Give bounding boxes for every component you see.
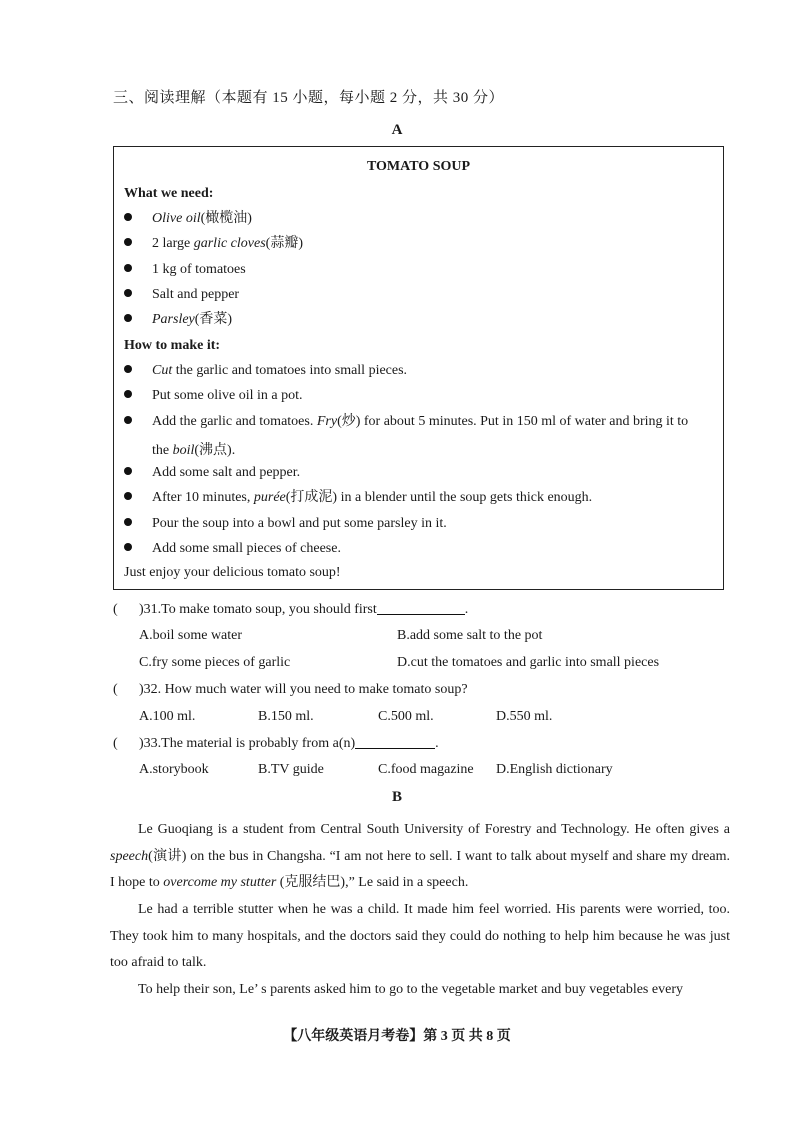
- option-b: B.add some salt to the pot: [397, 628, 543, 643]
- ingredient-item: 1 kg of tomatoes: [124, 257, 246, 282]
- ingredient-item: Olive oil(橄榄油): [124, 206, 252, 231]
- question-31: ( )31.To make tomato soup, you should first .: [113, 602, 469, 617]
- bullet-icon: [124, 238, 132, 246]
- bullet-icon: [124, 390, 132, 398]
- bullet-icon: [124, 365, 132, 373]
- how-heading: How to make it:: [124, 338, 221, 353]
- step-item-continuation: the boil(沸点).: [152, 443, 236, 458]
- section-heading: 三、阅读理解（本题有 15 小题，每小题 2 分，共 30 分）: [113, 90, 505, 106]
- answer-blank[interactable]: [355, 736, 435, 749]
- passage-paragraph-2: Le had a terrible stutter when he was a child. It made him feel worried. His parents were worried, too. They took him to many hospitals, and the doctors said they could do nothing to help him because he was just too afraid to talk.: [110, 902, 730, 970]
- option-d: D.English dictionary: [496, 762, 613, 777]
- option-a: A.boil some water: [139, 628, 243, 643]
- part-a-letter: A: [391, 122, 403, 138]
- question-33: ( )33.The material is probably from a(n) .: [113, 736, 439, 751]
- bullet-icon: [124, 467, 132, 475]
- bullet-icon: [124, 416, 132, 424]
- option-c: C.food magazine: [378, 762, 474, 777]
- bullet-icon: [124, 213, 132, 221]
- step-item: Add some small pieces of cheese.: [124, 536, 341, 561]
- question-32: ( )32. How much water will you need to make tomato soup?: [113, 682, 468, 697]
- step-item: Cut the garlic and tomatoes into small pieces.: [124, 358, 407, 383]
- passage-paragraph-3: To help their son, Le’ s parents asked him to go to the vegetable market and buy vegetables every: [138, 982, 683, 997]
- option-d: D.cut the tomatoes and garlic into small pieces: [397, 655, 660, 670]
- passage-paragraph-1: Le Guoqiang is a student from Central South University of Forestry and Technology. He often gives a speech(演讲) on the bus in Changsha. “I am not here to sell. I want to talk about myself and share my dream. I hope to overcome my stutter (克服结巴),” Le said in a speech.: [110, 822, 730, 890]
- option-b: B.TV guide: [258, 762, 324, 777]
- part-b-letter: B: [391, 789, 402, 805]
- step-item: Add the garlic and tomatoes. Fry(炒) for about 5 minutes. Put in 150 ml of water and bring it to: [124, 409, 688, 434]
- answer-blank[interactable]: [377, 602, 465, 615]
- step-item: After 10 minutes, purée(打成泥) in a blender until the soup gets thick enough.: [124, 485, 592, 510]
- needs-heading: What we need:: [124, 186, 214, 201]
- page-footer: 【八年级英语月考卷】第 3 页 共 8 页: [283, 1029, 511, 1044]
- option-d: D.550 ml.: [496, 709, 553, 724]
- recipe-box: [113, 146, 724, 590]
- option-b: B.150 ml.: [258, 709, 314, 724]
- step-item: Put some olive oil in a pot.: [124, 383, 303, 408]
- bullet-icon: [124, 314, 132, 322]
- option-a: A.storybook: [139, 762, 209, 777]
- option-c: C.fry some pieces of garlic: [139, 655, 291, 670]
- recipe-closing: Just enjoy your delicious tomato soup!: [124, 565, 341, 580]
- option-c: C.500 ml.: [378, 709, 434, 724]
- bullet-icon: [124, 543, 132, 551]
- ingredient-item: Salt and pepper: [124, 282, 239, 307]
- bullet-icon: [124, 289, 132, 297]
- recipe-title: TOMATO SOUP: [366, 159, 471, 174]
- ingredient-item: 2 large garlic cloves(蒜瓣): [124, 231, 303, 256]
- step-item: Add some salt and pepper.: [124, 460, 300, 485]
- bullet-icon: [124, 492, 132, 500]
- option-a: A.100 ml.: [139, 709, 196, 724]
- bullet-icon: [124, 518, 132, 526]
- ingredient-item: Parsley(香菜): [124, 307, 232, 332]
- step-item: Pour the soup into a bowl and put some parsley in it.: [124, 511, 447, 536]
- bullet-icon: [124, 264, 132, 272]
